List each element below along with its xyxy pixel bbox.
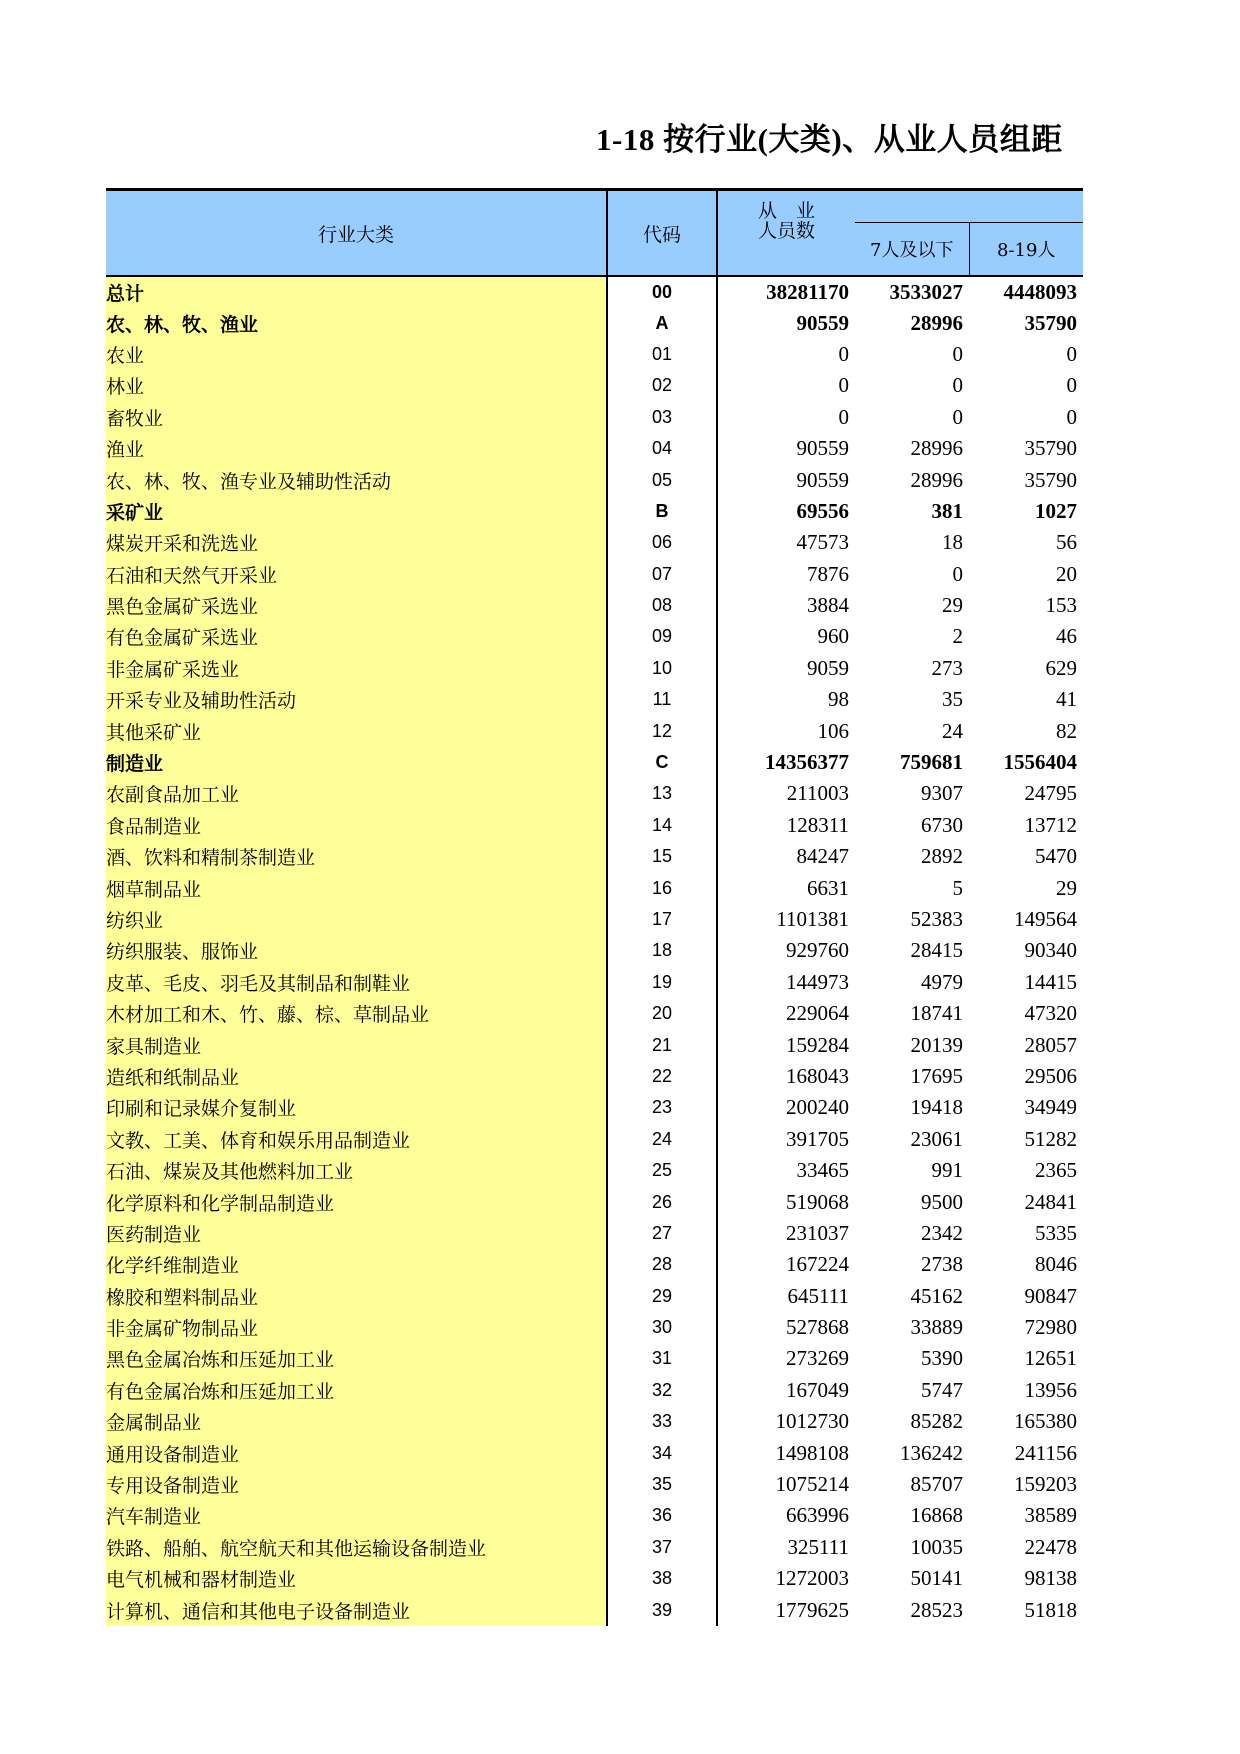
table-row — [106, 1281, 1083, 1312]
employees-total-cell: 84247 — [796, 844, 849, 869]
table-row — [106, 1312, 1083, 1343]
industry-code-cell: 32 — [607, 1375, 717, 1406]
size-7-and-below-cell: 17695 — [910, 1063, 963, 1088]
employees-total-cell: 106 — [817, 718, 849, 743]
size-8-19-cell: 56 — [1056, 530, 1077, 555]
employees-total-cell: 200240 — [786, 1095, 849, 1120]
industry-code-cell: 38 — [607, 1563, 717, 1594]
industry-code-cell: 15 — [607, 841, 717, 872]
industry-code-cell: 20 — [607, 998, 717, 1029]
table-row — [106, 464, 1083, 495]
industry-code-cell: 39 — [607, 1594, 717, 1625]
table-row — [106, 1186, 1083, 1217]
industry-employment-table — [106, 188, 1083, 1626]
size-8-19-cell: 51818 — [1024, 1597, 1077, 1622]
size-7-and-below-cell: 45162 — [910, 1283, 963, 1308]
size-8-19-cell: 8046 — [1035, 1252, 1077, 1277]
employees-total-cell: 0 — [838, 341, 849, 366]
size-7-and-below-cell: 18 — [942, 530, 963, 555]
table-row — [106, 1375, 1083, 1406]
size-7-and-below-cell: 2892 — [921, 844, 963, 869]
table-row — [106, 715, 1083, 746]
table-row — [106, 590, 1083, 621]
industry-name-cell: 制造业 — [106, 747, 607, 778]
table-row — [106, 527, 1083, 558]
employees-total-cell: 167049 — [786, 1377, 849, 1402]
employees-total-cell: 9059 — [807, 655, 849, 680]
industry-name-cell: 畜牧业 — [106, 402, 607, 433]
size-8-19-cell: 20 — [1056, 561, 1077, 586]
employees-total-cell: 38281170 — [766, 279, 849, 304]
industry-code-cell: 27 — [607, 1218, 717, 1249]
header-size-8-19: 8-19人 — [969, 223, 1083, 276]
size-8-19-cell: 90847 — [1024, 1283, 1077, 1308]
industry-name-cell: 印刷和记录媒介复制业 — [106, 1092, 607, 1123]
size-7-and-below-cell: 2738 — [921, 1252, 963, 1277]
table-row — [106, 1532, 1083, 1563]
employees-total-cell: 273269 — [786, 1346, 849, 1371]
table-row — [106, 1500, 1083, 1531]
table-row — [106, 1155, 1083, 1186]
page-title: 1-18 按行业(大类)、从业人员组距 — [596, 122, 1063, 157]
table-row — [106, 810, 1083, 841]
employees-total-cell: 168043 — [786, 1063, 849, 1088]
table-row — [106, 621, 1083, 652]
header-employees-line2: 人员数 — [757, 220, 815, 242]
table-row — [106, 872, 1083, 903]
size-7-and-below-cell: 20139 — [910, 1032, 963, 1057]
size-8-19-cell: 0 — [1066, 341, 1077, 366]
size-8-19-cell: 22478 — [1024, 1534, 1077, 1559]
size-7-and-below-cell: 6730 — [921, 812, 963, 837]
header-employees — [717, 190, 855, 277]
employees-total-cell: 159284 — [786, 1032, 849, 1057]
industry-code-cell: 26 — [607, 1186, 717, 1217]
industry-code-cell: 37 — [607, 1532, 717, 1563]
header-code: 代码 — [607, 190, 717, 277]
size-7-and-below-cell: 0 — [952, 341, 963, 366]
industry-name-cell: 农业 — [106, 339, 607, 370]
table-row — [106, 1124, 1083, 1155]
size-7-and-below-cell: 5747 — [921, 1377, 963, 1402]
table-row — [106, 904, 1083, 935]
size-7-and-below-cell: 28996 — [910, 310, 963, 335]
industry-name-cell: 铁路、船舶、航空航天和其他运输设备制造业 — [106, 1532, 607, 1563]
size-8-19-cell: 29506 — [1024, 1063, 1077, 1088]
industry-name-cell: 开采专业及辅助性活动 — [106, 684, 607, 715]
table-row — [106, 433, 1083, 464]
size-8-19-cell: 149564 — [1014, 907, 1077, 931]
industry-name-cell: 煤炭开采和洗选业 — [106, 527, 607, 558]
header-employees-line1: 从 业 — [757, 200, 815, 222]
size-8-19-cell: 28057 — [1024, 1032, 1077, 1057]
industry-code-cell: 30 — [607, 1312, 717, 1343]
industry-name-cell: 造纸和纸制品业 — [106, 1061, 607, 1092]
employees-total-cell: 645111 — [787, 1283, 849, 1308]
size-7-and-below-cell: 29 — [942, 593, 963, 618]
header-industry: 行业大类 — [106, 190, 607, 277]
industry-code-cell: 23 — [607, 1092, 717, 1123]
size-7-and-below-cell: 4979 — [921, 969, 963, 994]
industry-name-cell: 渔业 — [106, 433, 607, 464]
employees-total-cell: 1779625 — [775, 1597, 849, 1622]
employees-total-cell: 6631 — [807, 875, 849, 900]
size-7-and-below-cell: 381 — [931, 498, 963, 523]
size-8-19-cell: 47320 — [1024, 1001, 1077, 1026]
industry-name-cell: 汽车制造业 — [106, 1500, 607, 1531]
size-7-and-below-cell: 9500 — [921, 1189, 963, 1214]
industry-name-cell: 黑色金属冶炼和压延加工业 — [106, 1343, 607, 1374]
employees-total-cell: 7876 — [807, 561, 849, 586]
table-row — [106, 559, 1083, 590]
employees-total-cell: 144973 — [786, 969, 849, 994]
employees-total-cell: 1272003 — [775, 1566, 849, 1591]
employees-total-cell: 0 — [838, 373, 849, 398]
employees-total-cell: 167224 — [786, 1252, 849, 1277]
employees-total-cell: 14356377 — [765, 750, 849, 775]
industry-code-cell: 21 — [607, 1029, 717, 1060]
size-8-19-cell: 1556404 — [1003, 750, 1077, 775]
industry-code-cell: 22 — [607, 1061, 717, 1092]
size-8-19-cell: 5470 — [1035, 844, 1077, 869]
size-8-19-cell: 0 — [1066, 404, 1077, 429]
table-header — [106, 190, 1083, 277]
employees-total-cell: 1075214 — [775, 1472, 849, 1497]
size-7-and-below-cell: 0 — [952, 561, 963, 586]
industry-name-cell: 其他采矿业 — [106, 715, 607, 746]
industry-name-cell: 医药制造业 — [106, 1218, 607, 1249]
size-8-19-cell: 241156 — [1014, 1440, 1077, 1465]
size-7-and-below-cell: 28996 — [910, 436, 963, 461]
employees-total-cell: 229064 — [786, 1001, 849, 1026]
size-8-19-cell: 35790 — [1024, 467, 1077, 492]
size-7-and-below-cell: 0 — [952, 373, 963, 398]
industry-code-cell: 08 — [607, 590, 717, 621]
size-7-and-below-cell: 136242 — [900, 1440, 963, 1465]
industry-code-cell: 12 — [607, 715, 717, 746]
size-7-and-below-cell: 19418 — [910, 1095, 963, 1120]
table-body — [106, 276, 1083, 1626]
size-7-and-below-cell: 35 — [942, 687, 963, 712]
size-8-19-cell: 35790 — [1024, 310, 1077, 335]
table-row — [106, 684, 1083, 715]
size-7-and-below-cell: 5390 — [921, 1346, 963, 1371]
size-7-and-below-cell: 85707 — [910, 1472, 963, 1497]
table-row — [106, 1029, 1083, 1060]
size-8-19-cell: 5335 — [1035, 1220, 1077, 1245]
table-row — [106, 1343, 1083, 1374]
size-8-19-cell: 2365 — [1035, 1158, 1077, 1183]
size-7-and-below-cell: 52383 — [910, 907, 963, 931]
industry-name-cell: 专用设备制造业 — [106, 1469, 607, 1500]
employees-total-cell: 69556 — [796, 498, 849, 523]
industry-name-cell: 石油和天然气开采业 — [106, 559, 607, 590]
employees-total-cell: 128311 — [786, 812, 849, 837]
size-7-and-below-cell: 50141 — [910, 1566, 963, 1591]
size-8-19-cell: 35790 — [1024, 436, 1077, 461]
industry-name-cell: 采矿业 — [106, 496, 607, 527]
size-8-19-cell: 629 — [1045, 655, 1077, 680]
size-8-19-cell: 159203 — [1014, 1472, 1077, 1497]
table-row — [106, 1563, 1083, 1594]
table-row — [106, 307, 1083, 338]
employees-total-cell: 90559 — [796, 310, 849, 335]
industry-code-cell: 00 — [607, 276, 717, 307]
industry-code-cell: 24 — [607, 1124, 717, 1155]
table-row — [106, 1092, 1083, 1123]
employees-total-cell: 0 — [838, 404, 849, 429]
size-8-19-cell: 13712 — [1024, 812, 1077, 837]
industry-name-cell: 化学原料和化学制品制造业 — [106, 1186, 607, 1217]
industry-name-cell: 食品制造业 — [106, 810, 607, 841]
industry-name-cell: 家具制造业 — [106, 1029, 607, 1060]
size-7-and-below-cell: 5 — [952, 875, 963, 900]
size-8-19-cell: 90340 — [1024, 938, 1077, 963]
size-8-19-cell: 51282 — [1024, 1126, 1077, 1151]
table-row — [106, 1061, 1083, 1092]
industry-code-cell: 09 — [607, 621, 717, 652]
header-size-group — [855, 190, 1083, 223]
industry-name-cell: 通用设备制造业 — [106, 1437, 607, 1468]
industry-code-cell: 03 — [607, 402, 717, 433]
size-8-19-cell: 153 — [1045, 593, 1077, 618]
size-7-and-below-cell: 85282 — [910, 1409, 963, 1434]
industry-name-cell: 林业 — [106, 370, 607, 401]
size-8-19-cell: 0 — [1066, 373, 1077, 398]
industry-code-cell: B — [607, 496, 717, 527]
size-7-and-below-cell: 759681 — [900, 750, 963, 775]
size-7-and-below-cell: 10035 — [910, 1534, 963, 1559]
industry-code-cell: 28 — [607, 1249, 717, 1280]
employees-total-cell: 519068 — [786, 1189, 849, 1214]
employees-total-cell: 663996 — [786, 1503, 849, 1528]
industry-code-cell: 11 — [607, 684, 717, 715]
size-7-and-below-cell: 16868 — [910, 1503, 963, 1528]
table-row — [106, 1218, 1083, 1249]
industry-code-cell: 07 — [607, 559, 717, 590]
employees-total-cell: 90559 — [796, 467, 849, 492]
employees-total-cell: 527868 — [786, 1315, 849, 1340]
industry-name-cell: 农副食品加工业 — [106, 778, 607, 809]
industry-name-cell: 酒、饮料和精制茶制造业 — [106, 841, 607, 872]
employees-total-cell: 90559 — [796, 436, 849, 461]
industry-name-cell: 烟草制品业 — [106, 872, 607, 903]
industry-name-cell: 纺织业 — [106, 904, 607, 935]
industry-code-cell: 13 — [607, 778, 717, 809]
size-7-and-below-cell: 9307 — [921, 781, 963, 806]
industry-code-cell: 06 — [607, 527, 717, 558]
size-7-and-below-cell: 3533027 — [889, 279, 963, 304]
size-8-19-cell: 82 — [1056, 718, 1077, 743]
size-8-19-cell: 41 — [1056, 687, 1077, 712]
industry-name-cell: 文教、工美、体育和娱乐用品制造业 — [106, 1124, 607, 1155]
industry-name-cell: 总计 — [106, 276, 607, 307]
size-7-and-below-cell: 991 — [931, 1158, 963, 1183]
industry-name-cell: 电气机械和器材制造业 — [106, 1563, 607, 1594]
employees-total-cell: 391705 — [786, 1126, 849, 1151]
industry-name-cell: 橡胶和塑料制品业 — [106, 1281, 607, 1312]
size-7-and-below-cell: 0 — [952, 404, 963, 429]
table-row — [106, 653, 1083, 684]
employees-total-cell: 929760 — [786, 938, 849, 963]
employees-total-cell: 98 — [828, 687, 849, 712]
table-row — [106, 747, 1083, 778]
table-row — [106, 841, 1083, 872]
size-8-19-cell: 165380 — [1014, 1409, 1077, 1434]
industry-code-cell: 19 — [607, 967, 717, 998]
industry-code-cell: 04 — [607, 433, 717, 464]
industry-name-cell: 金属制品业 — [106, 1406, 607, 1437]
industry-code-cell: 14 — [607, 810, 717, 841]
industry-name-cell: 纺织服装、服饰业 — [106, 935, 607, 966]
size-8-19-cell: 14415 — [1024, 969, 1077, 994]
table-row — [106, 1249, 1083, 1280]
employees-total-cell: 47573 — [796, 530, 849, 555]
employees-total-cell: 231037 — [786, 1220, 849, 1245]
size-8-19-cell: 13956 — [1024, 1377, 1077, 1402]
size-7-and-below-cell: 23061 — [910, 1126, 963, 1151]
size-8-19-cell: 38589 — [1024, 1503, 1077, 1528]
size-7-and-below-cell: 33889 — [910, 1315, 963, 1340]
industry-code-cell: 01 — [607, 339, 717, 370]
table-row — [106, 1469, 1083, 1500]
industry-code-cell: 16 — [607, 872, 717, 903]
industry-code-cell: A — [607, 307, 717, 338]
size-8-19-cell: 4448093 — [1003, 279, 1077, 304]
industry-name-cell: 化学纤维制造业 — [106, 1249, 607, 1280]
table-row — [106, 998, 1083, 1029]
size-7-and-below-cell: 28996 — [910, 467, 963, 492]
industry-code-cell: 10 — [607, 653, 717, 684]
industry-code-cell: 36 — [607, 1500, 717, 1531]
table-row — [106, 967, 1083, 998]
employees-total-cell: 1498108 — [775, 1440, 849, 1465]
employees-total-cell: 1012730 — [775, 1409, 849, 1434]
industry-code-cell: 33 — [607, 1406, 717, 1437]
industry-name-cell: 黑色金属矿采选业 — [106, 590, 607, 621]
industry-code-cell: C — [607, 747, 717, 778]
industry-name-cell: 有色金属冶炼和压延加工业 — [106, 1375, 607, 1406]
table-row — [106, 276, 1083, 307]
industry-name-cell: 皮革、毛皮、羽毛及其制品和制鞋业 — [106, 967, 607, 998]
employees-total-cell: 960 — [817, 624, 849, 649]
table-row — [106, 402, 1083, 433]
table-row — [106, 1437, 1083, 1468]
industry-code-cell: 34 — [607, 1437, 717, 1468]
size-8-19-cell: 24795 — [1024, 781, 1077, 806]
industry-code-cell: 31 — [607, 1343, 717, 1374]
industry-name-cell: 有色金属矿采选业 — [106, 621, 607, 652]
industry-code-cell: 18 — [607, 935, 717, 966]
table-row — [106, 1406, 1083, 1437]
size-7-and-below-cell: 2 — [952, 624, 963, 649]
size-8-19-cell: 46 — [1056, 624, 1077, 649]
size-7-and-below-cell: 28415 — [910, 938, 963, 963]
size-8-19-cell: 34949 — [1024, 1095, 1077, 1120]
industry-name-cell: 木材加工和木、竹、藤、棕、草制品业 — [106, 998, 607, 1029]
industry-code-cell: 29 — [607, 1281, 717, 1312]
industry-code-cell: 05 — [607, 464, 717, 495]
industry-code-cell: 25 — [607, 1155, 717, 1186]
industry-name-cell: 农、林、牧、渔业 — [106, 307, 607, 338]
industry-code-cell: 02 — [607, 370, 717, 401]
size-8-19-cell: 72980 — [1024, 1315, 1077, 1340]
employees-total-cell: 325111 — [787, 1534, 849, 1559]
size-8-19-cell: 29 — [1056, 875, 1077, 900]
header-size-7-and-below: 7人及以下 — [855, 223, 969, 276]
table-row — [106, 370, 1083, 401]
employees-total-cell: 3884 — [807, 593, 849, 618]
table-row — [106, 935, 1083, 966]
employees-total-cell: 1101381 — [776, 907, 849, 931]
size-8-19-cell: 12651 — [1024, 1346, 1077, 1371]
industry-name-cell: 非金属矿采选业 — [106, 653, 607, 684]
industry-name-cell: 非金属矿物制品业 — [106, 1312, 607, 1343]
size-7-and-below-cell: 273 — [931, 655, 963, 680]
size-7-and-below-cell: 2342 — [921, 1220, 963, 1245]
size-7-and-below-cell: 24 — [942, 718, 963, 743]
table-row — [106, 1594, 1083, 1625]
size-7-and-below-cell: 18741 — [910, 1001, 963, 1026]
industry-code-cell: 17 — [607, 904, 717, 935]
employees-total-cell: 211003 — [786, 781, 849, 806]
industry-name-cell: 农、林、牧、渔专业及辅助性活动 — [106, 464, 607, 495]
table-row — [106, 496, 1083, 527]
industry-code-cell: 35 — [607, 1469, 717, 1500]
table-row — [106, 778, 1083, 809]
industry-name-cell: 计算机、通信和其他电子设备制造业 — [106, 1594, 607, 1625]
size-8-19-cell: 98138 — [1024, 1566, 1077, 1591]
industry-name-cell: 石油、煤炭及其他燃料加工业 — [106, 1155, 607, 1186]
employees-total-cell: 33465 — [796, 1158, 849, 1183]
size-7-and-below-cell: 28523 — [910, 1597, 963, 1622]
size-8-19-cell: 1027 — [1035, 498, 1077, 523]
size-8-19-cell: 24841 — [1024, 1189, 1077, 1214]
table-row — [106, 339, 1083, 370]
